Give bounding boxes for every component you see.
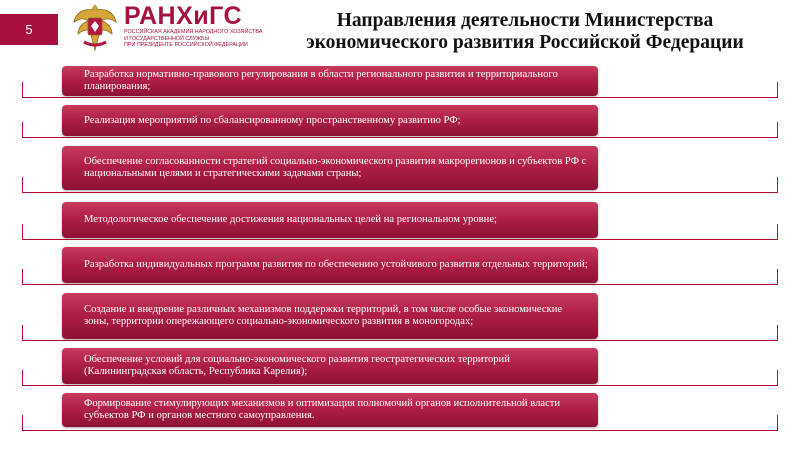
item-bar: Создание и внедрение различных механизмов поддержки территорий, в том числе особые экономические зоны, территории опережающего социально-экономического развития в моногородах; — [62, 293, 598, 339]
logo-subtitle-line: И ГОСУДАРСТВЕННОЙ СЛУЖБЫ — [124, 35, 210, 42]
item-bar: Формирование стимулирующих механизмов и оптимизация полномочий органов исполнительной власти субъектов РФ и органов местного самоуправления. — [62, 393, 598, 427]
slide-number: 5 — [0, 14, 58, 45]
item-bar: Обеспечение условий для социально-экономического развития геостратегических территорий (Калининградская область, Республика Карелия); — [62, 348, 598, 384]
list-item — [0, 247, 800, 285]
row-bracket — [22, 97, 778, 98]
list-item — [0, 66, 800, 98]
row-bracket — [22, 385, 778, 386]
item-bar: Реализация мероприятий по сбалансированному пространственному развитию РФ; — [62, 105, 598, 136]
row-bracket — [22, 284, 778, 285]
list-item — [0, 105, 800, 138]
list-item — [0, 202, 800, 240]
row-bracket — [22, 430, 778, 431]
row-bracket — [22, 192, 778, 193]
list-item — [0, 146, 800, 193]
item-bar: Разработка индивидуальных программ развития по обеспечению устойчивого развития отдельных территорий; — [62, 247, 598, 283]
title-line: экономического развития Российской Федерации — [306, 32, 744, 53]
item-bar: Разработка нормативно-правового регулирования в области регионального развития и территориального планирования; — [62, 66, 598, 96]
row-bracket — [22, 239, 778, 240]
row-bracket — [22, 340, 778, 341]
logo-subtitle-line: РОССИЙСКАЯ АКАДЕМИЯ НАРОДНОГО ХОЗЯЙСТВА — [124, 29, 263, 35]
list-item — [0, 348, 800, 386]
logo-subtitle-line: ПРИ ПРЕЗИДЕНТЕ РОССИЙСКОЙ ФЕДЕРАЦИИ — [124, 42, 248, 49]
list-item — [0, 293, 800, 341]
title-line: Направления деятельности Министерства — [336, 10, 714, 31]
logo-name: РАНХиГС — [124, 2, 243, 30]
item-bar: Методологическое обеспечение достижения национальных целей на региональном уровне; — [62, 202, 598, 238]
list-item — [0, 393, 800, 431]
item-bar: Обеспечение согласованности стратегий социально-экономического развития макрорегионов и субъектов РФ с национальными целями и стратегическими задачами страны; — [62, 146, 598, 190]
row-bracket — [22, 137, 778, 138]
